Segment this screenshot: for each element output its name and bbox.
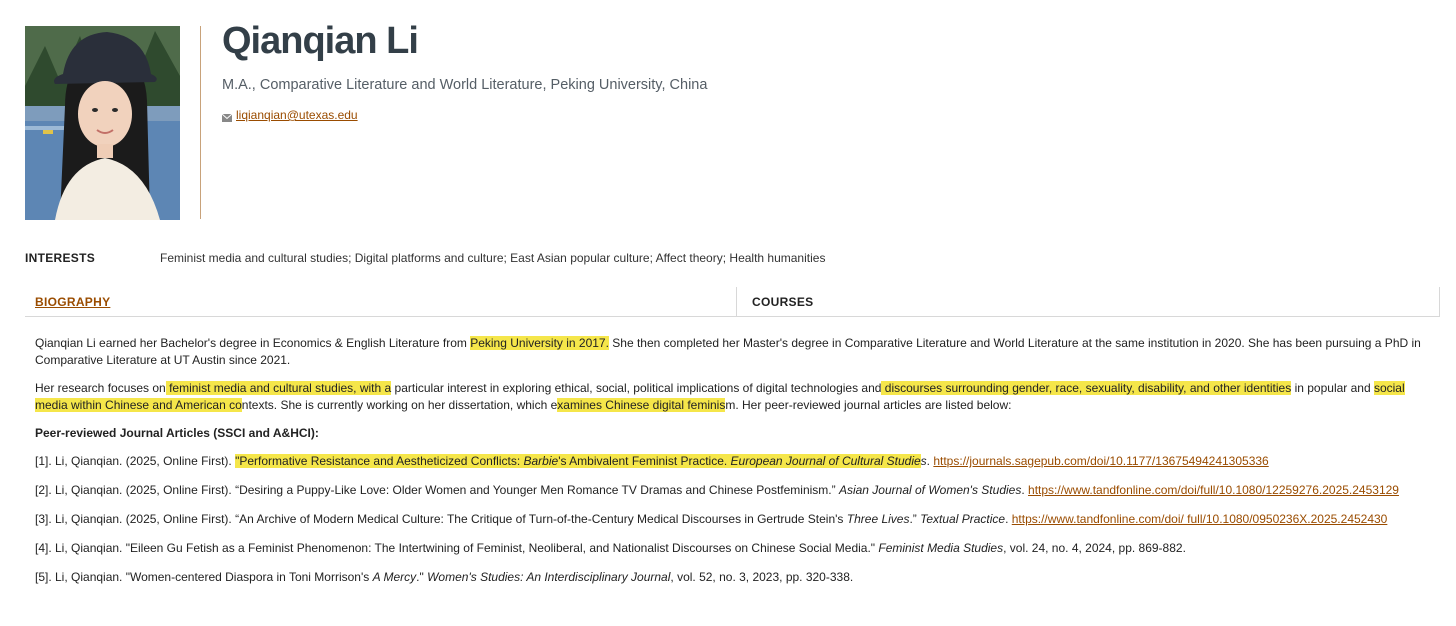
- email-link[interactable]: liqianqian@utexas.edu: [236, 108, 358, 122]
- interests-text: Feminist media and cultural studies; Digital platforms and culture; East Asian popular culture; Affect theory; Health humanities: [160, 251, 826, 265]
- person-name: Qianqian Li: [222, 20, 418, 62]
- profile-tabs: [25, 287, 1440, 317]
- highlight: discourses surrounding gender, race, sexuality, disability, and other identities: [881, 381, 1292, 395]
- email-row: [222, 108, 358, 122]
- envelope-icon: [222, 111, 232, 119]
- highlight: xamines Chinese digital feminis: [557, 398, 726, 412]
- reference-item: [3]. Li, Qianqian. (2025, Online First). “An Archive of Modern Medical Culture: The Critique of Turn-of-the-Century Medical Discourses in Gertrude Stein's Three Lives.” Textual Practice. https://www.tandfonline.com/doi/ full/10.1080/0950236X.2025.2452430: [35, 512, 1388, 526]
- tab-separator: [736, 287, 737, 316]
- interests-label: INTERESTS: [25, 251, 96, 265]
- reference-item: [2]. Li, Qianqian. (2025, Online First). “Desiring a Puppy-Like Love: Older Women and Younger Men Romance TV Dramas and Chinese Postfeminism.” Asian Journal of Women's Studies. https://www.tandfonline.com/doi/full/10.1080/12259276.2025.2453129: [35, 483, 1399, 497]
- highlight: Peking University in 2017.: [470, 336, 609, 350]
- reference-item: [5]. Li, Qianqian. "Women-centered Diaspora in Toni Morrison's A Mercy." Women's Studies: An Interdisciplinary Journal, vol. 52, no. 3, 2023, pp. 320-338.: [35, 570, 854, 584]
- highlight: "Performative Resistance and Aestheticized Conflicts: Barbie's Ambivalent Feminist Practice. European Journal of Cultural Studie: [235, 454, 921, 468]
- degree-line: M.A., Comparative Literature and World Literature, Peking University, China: [222, 77, 708, 93]
- highlight: feminist media and cultural studies, with a: [165, 381, 392, 395]
- highlight: social media within Chinese and American co: [35, 381, 1405, 412]
- tab-right-border: [1439, 287, 1440, 316]
- reference-item: [4]. Li, Qianqian. "Eileen Gu Fetish as a Feminist Phenomenon: The Intertwining of Feminist, Neoliberal, and Nationalist Discourses on Chinese Social Media." Feminist Media Studies, vol. 24, no. 4, 2024, pp. 869-882.: [35, 541, 1186, 555]
- profile-photo: [25, 26, 180, 220]
- reference-link[interactable]: https://www.tandfonline.com/doi/ full/10.1080/0950236X.2025.2452430: [1011, 512, 1388, 526]
- biography-content: [35, 335, 1435, 598]
- bio-paragraph-2: Her research focuses on feminist media and cultural studies, with a particular interest in exploring ethical, social, political implications of digital technologies and discourses surrounding gender, race, sexuality, disability, and other identities in popular and social media within Chinese and American contexts. She is currently working on her dissertation, which examines Chinese digital feminism. Her peer-reviewed journal articles are listed below:: [35, 381, 1405, 412]
- tab-biography[interactable]: BIOGRAPHY: [35, 294, 111, 309]
- tab-courses[interactable]: COURSES: [752, 294, 814, 309]
- reference-link[interactable]: https://journals.sagepub.com/doi/10.1177/13675494241305336: [933, 454, 1269, 468]
- reference-item: [1]. Li, Qianqian. (2025, Online First). "Performative Resistance and Aestheticized Conflicts: Barbie's Ambivalent Feminist Practice. European Journal of Cultural Studies. https://journals.sagepub.com/doi/10.1177/13675494241305336: [35, 454, 1269, 468]
- header-divider: [200, 26, 201, 219]
- bio-paragraph-1: Qianqian Li earned her Bachelor's degree in Economics & English Literature from Peking University in 2017. She then completed her Master's degree in Comparative Literature and World Literature at the same institution in 2020. She has been pursuing a PhD in Comparative Literature at UT Austin since 2021.: [35, 336, 1421, 367]
- reference-link[interactable]: https://www.tandfonline.com/doi/full/10.1080/12259276.2025.2453129: [1028, 483, 1399, 497]
- articles-heading: Peer-reviewed Journal Articles (SSCI and A&HCI):: [35, 426, 319, 440]
